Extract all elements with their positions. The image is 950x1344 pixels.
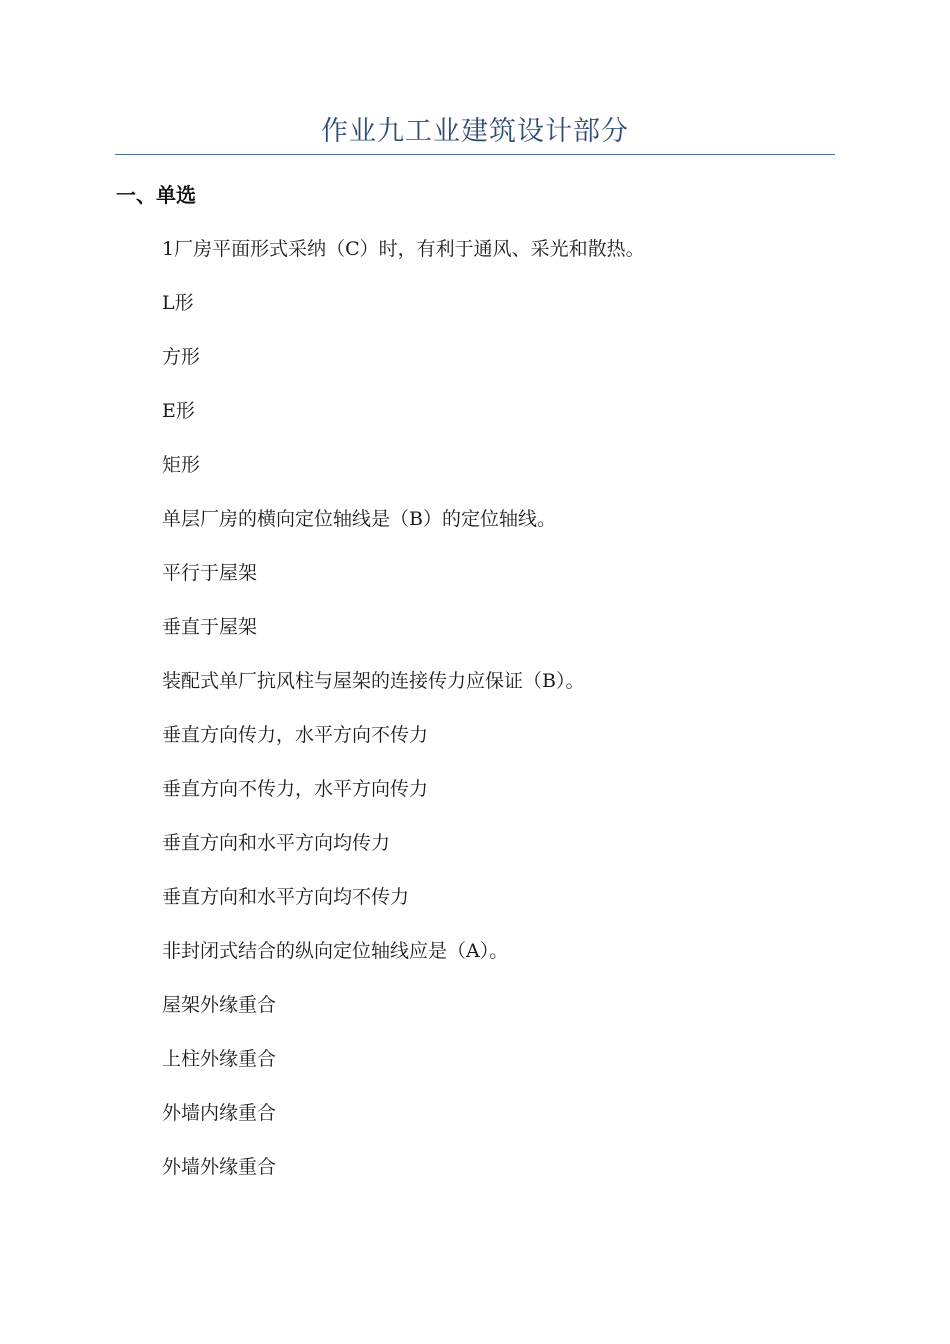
question-1-option-1: L形	[162, 292, 194, 314]
question-4-option-4: 外墙外缘重合	[162, 1156, 277, 1178]
question-3-text: 装配式单厂抗风柱与屋架的连接传力应保证（B）。	[162, 670, 585, 692]
question-2-option-2: 垂直于屋架	[162, 616, 258, 638]
question-3-option-1: 垂直方向传力，水平方向不传力	[162, 724, 429, 746]
question-1-option-3: E形	[162, 400, 195, 422]
question-1-text: 1厂房平面形式采纳（C）时，有利于通风、采光和散热。	[162, 238, 645, 260]
question-3-option-3: 垂直方向和水平方向均传力	[162, 832, 391, 854]
question-4-text: 非封闭式结合的纵向定位轴线应是（A）。	[162, 940, 509, 962]
question-3-option-2: 垂直方向不传力，水平方向传力	[162, 778, 429, 800]
question-4-option-1: 屋架外缘重合	[162, 994, 277, 1016]
question-4-option-3: 外墙内缘重合	[162, 1102, 277, 1124]
question-4-option-2: 上柱外缘重合	[162, 1048, 277, 1070]
title-underline	[115, 154, 835, 155]
section-heading: 一、单选	[116, 183, 196, 207]
question-2-option-1: 平行于屋架	[162, 562, 258, 584]
question-2-text: 单层厂房的横向定位轴线是（B）的定位轴线。	[162, 508, 556, 530]
question-1-option-4: 矩形	[162, 454, 201, 476]
question-3-option-4: 垂直方向和水平方向均不传力	[162, 886, 410, 908]
document-title: 作业九工业建筑设计部分	[321, 116, 629, 147]
question-1-option-2: 方形	[162, 346, 201, 368]
